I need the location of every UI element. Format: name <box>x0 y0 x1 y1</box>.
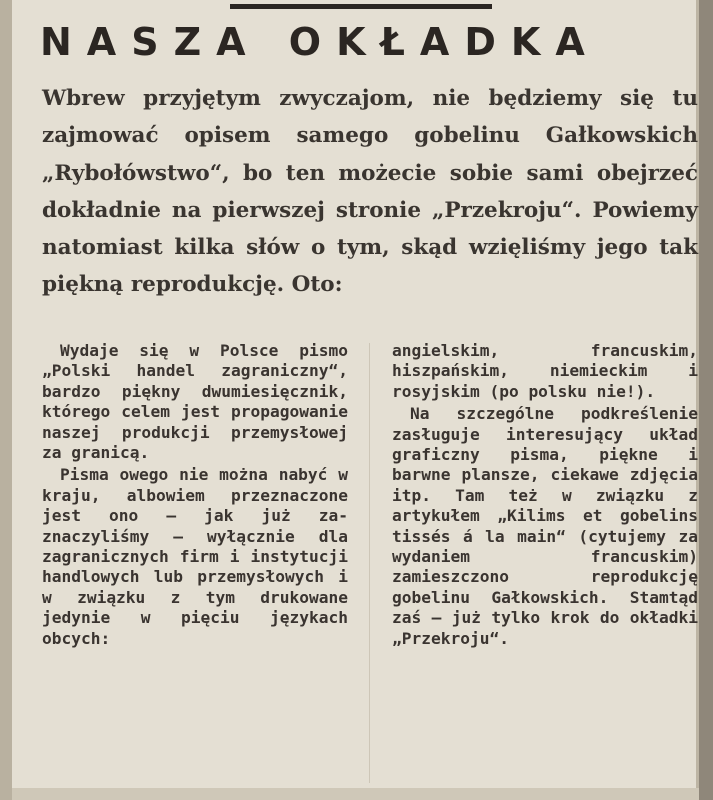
top-rule-line <box>230 4 492 9</box>
left-column-paragraph-1: Wydaje się w Polsce pismo „Polski handel zagraniczny“, bardzo piękny dwumiesięcznik, którego celem jest propagowanie naszej produkcji przemysłowej za granicą. <box>42 341 348 463</box>
right-margin-strip <box>699 0 713 800</box>
left-column <box>42 341 348 649</box>
article-title: NASZA OKŁADKA <box>40 20 600 64</box>
left-column-paragraph-2: Pisma owego nie można nabyć w kraju, albowiem przeznaczone jest ono — jak już zaznaczyliśmy — wyłącznie dla zagranicznych firm i instytucji handlowych lub przemysłowych i w związku z tym drukowane jedynie w pięciu językach obcych: <box>42 465 348 648</box>
article-intro: Wbrew przyjętym zwyczajom, nie będziemy się tu zajmować opisem samego gobelinu Gałkowskich „Rybołówstwo“, bo ten możecie sobie sami obejrzeć dokładnie na pierwszej stronie „Przekroju“. Powiemy natomiast kilka słów o tym, skąd wzięliśmy jego tak piękną reprodukcję. Oto: <box>42 86 698 298</box>
column-divider <box>369 343 370 783</box>
right-column <box>392 341 698 649</box>
left-margin-strip <box>0 0 12 800</box>
newspaper-clipping <box>12 0 699 788</box>
right-column-paragraph-1: angielskim, francuskim, hiszpańskim, niemieckim i rosyjskim (po polsku nie!). <box>392 341 698 401</box>
right-column-paragraph-2: Na szczególne podkreślenie zasługuje interesujący układ graficzny pisma, piękne i barwne plansze, ciekawe zdjęcia itp. Tam też w związku z artykułem „Kilims et gobelins tissés á la main“ (cytujemy za wydaniem francuskim) zamieszczono reprodukcję gobelinu Gałkowskich. Stamtąd zaś — już tylko krok do okładki „Przekroju“. <box>392 404 698 648</box>
